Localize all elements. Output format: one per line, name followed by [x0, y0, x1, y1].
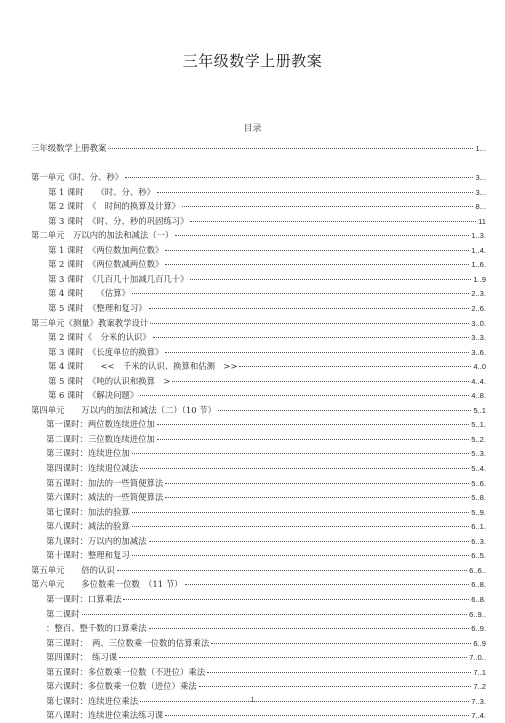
- toc-dot-leader: [175, 234, 469, 236]
- toc-dot-leader: [182, 205, 473, 207]
- toc-entry-page: 6..8.: [471, 594, 486, 604]
- toc-dot-leader: [132, 292, 469, 294]
- toc-entry-page: 7..0..: [469, 653, 486, 663]
- toc-dot-leader: [165, 249, 469, 251]
- toc-dot-leader: [157, 438, 469, 440]
- toc-entry-title: 第一课时：两位数连续进位加: [46, 419, 155, 430]
- toc-entry: [31, 330, 486, 345]
- toc-spacer: [31, 156, 486, 171]
- toc-entry-title: 第二课时: [46, 608, 80, 619]
- toc-entry-page: 3...: [475, 187, 486, 197]
- toc-entry-title: 第十课时：整理和复习: [46, 550, 130, 561]
- toc-entry-page: 1..4.: [471, 245, 486, 255]
- toc-entry-page: 3..6.: [471, 347, 486, 357]
- toc-entry: [31, 199, 486, 214]
- toc-entry: [31, 257, 486, 272]
- toc-entry-page: 5..9.: [471, 507, 486, 517]
- toc-dot-leader: [132, 452, 469, 454]
- toc-dot-leader: [211, 642, 471, 644]
- toc-entry: [31, 461, 486, 476]
- toc-entry: [31, 650, 486, 665]
- toc-entry: [31, 679, 486, 694]
- toc-dot-leader: [82, 613, 468, 615]
- toc-entry-page: 7..1: [473, 667, 486, 677]
- page-number: 1: [250, 697, 255, 704]
- toc-entry-page: 7..3.: [471, 696, 486, 706]
- toc-entry: [31, 636, 486, 651]
- toc-entry-title: 第三单元《测量》教案教学设计: [31, 317, 149, 328]
- toc-entry-title: 第五单元 倍的认识: [31, 564, 115, 575]
- toc-entry-title: 第 5 课时 《吨的认识和换算 >: [48, 375, 171, 386]
- toc-dot-leader: [132, 525, 469, 527]
- toc-entry-title: 第二课时：三位数连续进位加: [46, 433, 155, 444]
- toc-entry-title: 第九课时：万以内的加减法: [46, 535, 147, 546]
- toc-entry: [31, 665, 486, 680]
- toc-entry: [31, 170, 486, 185]
- toc-entry: [31, 577, 486, 592]
- toc-entry: [31, 708, 486, 723]
- toc-entry: [31, 621, 486, 636]
- toc-entry-title: 第 1 课时 《两位数加两位数》: [48, 244, 164, 255]
- toc-entry-page: 5..1: [473, 405, 486, 415]
- toc-entry-title: 第一课时：口算乘法: [46, 593, 122, 604]
- toc-dot-leader: [239, 365, 471, 367]
- toc-entry-page: 1..3.: [471, 231, 486, 241]
- toc-entry: [31, 403, 486, 418]
- toc-dot-leader: [157, 191, 473, 193]
- toc-entry: [31, 374, 486, 389]
- toc-entry-title: ：整百、整千数的口算乘法: [46, 623, 147, 634]
- toc-entry-title: 第 3 课时 《时、分、秒的巩固练习》: [48, 215, 189, 226]
- toc-entry-page: 4..4.: [471, 376, 486, 386]
- toc-entry: [31, 490, 486, 505]
- toc-entry-title: 第四单元 万以内的加法和减法（二）（10 节）: [31, 404, 216, 415]
- toc-entry-page: 6..6..: [469, 565, 486, 575]
- toc-heading: 目录: [243, 124, 262, 134]
- toc-entry-title: 第二单元 万以内的加法和减法（一）: [31, 230, 174, 241]
- toc-entry-title: 第 1 课时 《时、分、秒》: [48, 186, 155, 197]
- toc-entry-title: 第五课时：多位数乘一位数（不进位）乘法: [46, 666, 206, 677]
- toc-entry-page: 6..3.: [471, 536, 486, 546]
- toc-entry: [31, 214, 486, 229]
- toc-entry-title: 第七课时：加法的验算: [46, 506, 130, 517]
- toc-entry: [31, 519, 486, 534]
- toc-dot-leader: [157, 423, 469, 425]
- toc-entry: [31, 505, 486, 520]
- toc-entry-title: 第一单元《时、分、秒》: [31, 172, 124, 183]
- toc-entry-title: 第 5 课时 《整理和复习》: [48, 303, 147, 314]
- toc-entry-page: 3..0.: [471, 318, 486, 328]
- toc-dot-leader: [108, 147, 473, 149]
- toc-entry-title: 第 2 课时《 分米的认识》: [48, 332, 151, 343]
- toc-entry-page: 5..1.: [471, 420, 486, 430]
- toc-entry-title: 第六课时：多位数乘一位数（进位）乘法: [46, 681, 197, 692]
- document-title: 三年级数学上册教案: [182, 52, 323, 70]
- toc-dot-leader: [165, 263, 469, 265]
- toc-entry-title: 第 2 课时 《 时间的换算及计算》: [48, 201, 181, 212]
- toc-dot-leader: [140, 467, 469, 469]
- toc-entry: [31, 432, 486, 447]
- toc-entry-title: 第四课时： 练习课: [46, 652, 118, 663]
- toc-entry: [31, 476, 486, 491]
- toc-dot-leader: [199, 685, 472, 687]
- toc-dot-leader: [165, 482, 469, 484]
- table-of-contents: [31, 141, 486, 723]
- toc-dot-leader: [125, 176, 473, 178]
- toc-entry-page: 4..8.: [471, 391, 486, 401]
- toc-entry-title: 第 4 课时 《估算》: [48, 288, 130, 299]
- toc-dot-leader: [165, 714, 469, 716]
- toc-entry: [31, 563, 486, 578]
- toc-dot-leader: [117, 569, 467, 571]
- toc-dot-leader: [165, 496, 469, 498]
- toc-entry-page: 5..4.: [471, 464, 486, 474]
- toc-entry: [31, 548, 486, 563]
- toc-entry: [31, 185, 486, 200]
- toc-entry-title: 第 2 课时 《两位数减两位数》: [48, 259, 164, 270]
- toc-entry-page: 7..4.: [471, 711, 486, 721]
- toc-entry: [31, 607, 486, 622]
- toc-entry: [31, 359, 486, 374]
- toc-entry-title: 第六单元 多位数乘一位数 （11 节）: [31, 579, 183, 590]
- toc-entry-page: 1..9: [473, 274, 486, 284]
- toc-entry-title: 第七课时：连续进位乘法: [46, 695, 139, 706]
- toc-entry-page: 11: [478, 216, 486, 226]
- toc-dot-leader: [153, 336, 469, 338]
- toc-dot-leader: [149, 627, 470, 629]
- toc-entry-page: 6..9.: [471, 624, 486, 634]
- toc-dot-leader: [190, 278, 471, 280]
- toc-entry-title: 三年级数学上册教案: [31, 143, 107, 153]
- toc-dot-leader: [185, 583, 470, 585]
- toc-dot-leader: [150, 322, 469, 324]
- toc-entry: [31, 301, 486, 316]
- toc-entry-title: 第 3 课时 《长度单位的换算》: [48, 346, 164, 357]
- toc-entry: [31, 243, 486, 258]
- toc-entry-page: 8...: [475, 202, 486, 212]
- toc-entry-title: 第 3 课时 《几百几十加减几百几十》: [48, 273, 189, 284]
- toc-entry-page: 6..1.: [471, 522, 486, 532]
- toc-entry: [31, 446, 486, 461]
- toc-entry-title: 第五课时：加法的一些简便算法: [46, 477, 164, 488]
- toc-entry-page: 6..9..: [469, 609, 486, 619]
- toc-dot-leader: [165, 351, 469, 353]
- toc-dot-leader: [119, 656, 467, 658]
- toc-entry-page: 5..8.: [471, 493, 486, 503]
- toc-entry-title: 第六课时：减法的一些简便算法: [46, 492, 164, 503]
- toc-entry-page: 5..2.: [471, 434, 486, 444]
- toc-entry-page: 4..0: [473, 362, 486, 372]
- toc-entry: [31, 388, 486, 403]
- toc-entry-title: 第八课时：连续进位乘法练习课: [46, 710, 164, 721]
- toc-entry-page: 5..3.: [471, 449, 486, 459]
- toc-entry-page: 1...: [475, 144, 486, 153]
- toc-entry-title: 第 4 课时 << 千米的认识、换算和估测 >>: [48, 361, 238, 372]
- toc-dot-leader: [190, 220, 476, 222]
- toc-entry: [31, 316, 486, 331]
- toc-dot-leader: [149, 307, 470, 309]
- toc-entry-page: 7..2: [473, 682, 486, 692]
- toc-dot-leader: [132, 554, 469, 556]
- toc-entry: [31, 141, 486, 156]
- toc-dot-leader: [140, 394, 469, 396]
- toc-entry-page: 5..6.: [471, 478, 486, 488]
- toc-entry-page: 1..6.: [471, 260, 486, 270]
- toc-entry: [31, 345, 486, 360]
- toc-entry-title: 第八课时：减法的验算: [46, 521, 130, 532]
- toc-entry-page: 6..9: [473, 638, 486, 648]
- toc-dot-leader: [149, 540, 470, 542]
- toc-entry-page: 6..8.: [471, 580, 486, 590]
- toc-entry-title: 第三课时： 两、三位数乘一位数的估算乘法: [46, 637, 210, 648]
- toc-entry-title: 第三课时：连续进位加: [46, 448, 130, 459]
- toc-entry-title: 第 6 课时 《解决问题》: [48, 390, 139, 401]
- toc-dot-leader: [207, 671, 471, 673]
- toc-entry: [31, 534, 486, 549]
- toc-entry: [31, 417, 486, 432]
- toc-entry-page: 2..6.: [471, 304, 486, 314]
- toc-entry: [31, 228, 486, 243]
- toc-entry-title: 第四课时：连续退位减法: [46, 463, 139, 474]
- toc-entry: [31, 286, 486, 301]
- toc-dot-leader: [123, 598, 469, 600]
- toc-dot-leader: [132, 511, 469, 513]
- toc-dot-leader: [172, 380, 469, 382]
- toc-entry: [31, 592, 486, 607]
- toc-entry-page: 6..5.: [471, 551, 486, 561]
- toc-entry-page: 3..3.: [471, 333, 486, 343]
- toc-entry: [31, 272, 486, 287]
- toc-dot-leader: [218, 409, 471, 411]
- toc-entry-page: 3...: [475, 173, 486, 183]
- toc-entry-page: 2..3.: [471, 289, 486, 299]
